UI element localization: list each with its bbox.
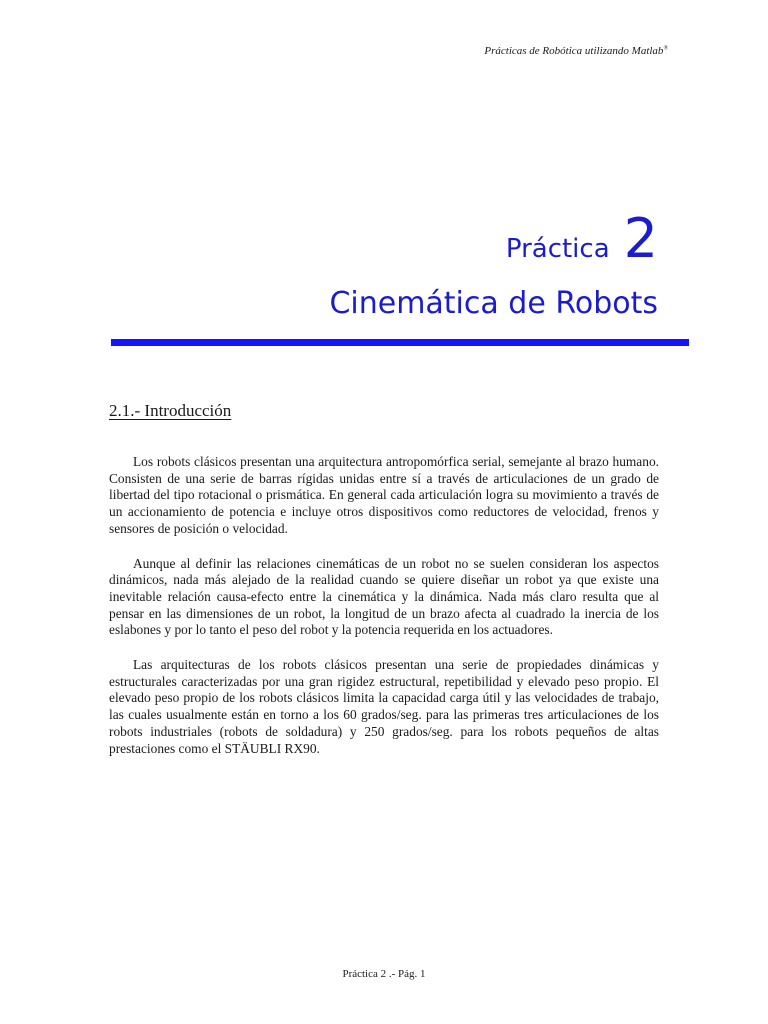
paragraph-3: Las arquitecturas de los robots clásicos presentan una serie de propiedades dinámicas y estructurales caracterizadas por una gran rigidez estructural, repetibilidad y elevado peso propio. El elevado peso propio de los robots clásicos limita la capacidad carga útil y las velocidades de trabajo, las cuales usualmente están en torno a los 60 grados/seg. para las primeras tres articulaciones de los robots industriales (robots de soldadura) y 250 grados/seg. para los robots pequeños de altas prestaciones como el STÄUBLI RX90. — [109, 657, 659, 756]
running-header — [484, 45, 668, 57]
page-footer: Práctica 2 .- Pág. 1 — [342, 968, 426, 980]
chapter-word: Práctica — [505, 234, 610, 264]
chapter-title: Cinemática de Robots — [329, 286, 658, 321]
running-header-title: Prácticas de Robótica utilizando Matlab — [484, 45, 664, 57]
title-divider-rule — [111, 339, 689, 346]
trademark-symbol: ® — [663, 45, 668, 52]
paragraph-1: Los robots clásicos presentan una arquitectura antropomórfica serial, semejante al brazo humano. Consisten de una serie de barras rígidas unidas entre sí a través de articulaciones de un grado de libertad del tipo rotacional o prismática. En general cada articulación logra su movimiento a través de un accionamiento de potencia e incluye otros dispositivos como reductores de velocidad, frenos y sensores de posición o velocidad. — [109, 454, 659, 536]
chapter-label — [505, 207, 658, 270]
paragraph-2: Aunque al definir las relaciones cinemáticas de un robot no se suelen consideran los aspectos dinámicos, nada más alejado de la realidad cuando se quiere diseñar un robot ya que existe una inevitable relación causa-efecto entre la cinemática y la dinámica. Nada más claro resulta que al pensar en las dimensiones de un robot, la longitud de un brazo afecta al cuadrado la inercia de los eslabones y por lo tanto el peso del robot y la potencia requerida en los actuadores. — [109, 555, 659, 638]
chapter-number: 2 — [623, 207, 658, 270]
body-text — [109, 454, 659, 775]
section-heading: 2.1.- Introducción — [109, 401, 232, 420]
